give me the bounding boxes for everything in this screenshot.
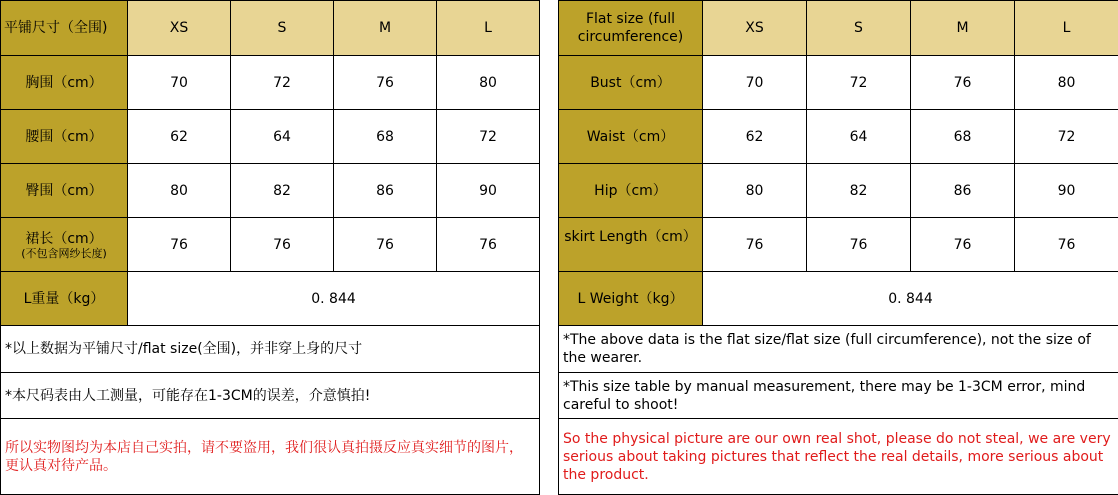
row-label-bust: Bust（cm）	[559, 56, 703, 110]
header-row	[1, 1, 540, 56]
table-row	[1, 164, 540, 218]
table-cell: 68	[334, 110, 437, 164]
table-cell: 90	[437, 164, 540, 218]
note-row	[1, 373, 540, 419]
size-header-m: M	[911, 1, 1015, 56]
table-row	[559, 164, 1118, 218]
note-row	[1, 326, 540, 373]
table-cell: 76	[231, 218, 334, 272]
table-cell: 64	[231, 110, 334, 164]
table-row	[1, 218, 540, 272]
size-table-chinese	[0, 0, 540, 495]
row-label-hip: Hip（cm）	[559, 164, 703, 218]
table-cell: 80	[703, 164, 807, 218]
size-header-s: S	[807, 1, 911, 56]
note-flat-size: *以上数据为平铺尺寸/flat size(全围)，并非穿上身的尺寸	[1, 326, 540, 373]
weight-value: 0. 844	[128, 272, 540, 326]
table-cell: 68	[911, 110, 1015, 164]
table-cell: 86	[334, 164, 437, 218]
row-label-subnote: (不包含网纱长度)	[21, 246, 107, 260]
table-cell: 70	[703, 56, 807, 110]
row-label-text: 裙长（cm）	[25, 230, 103, 247]
size-header-l: L	[1015, 1, 1118, 56]
weight-label: L Weight（kg）	[559, 272, 703, 326]
note-measurement-error: *This size table by manual measurement, there may be 1-3CM error, mind careful to shoot!	[559, 373, 1118, 419]
table-row	[559, 110, 1118, 164]
table-cell: 70	[128, 56, 231, 110]
weight-value: 0. 844	[703, 272, 1118, 326]
table-cell: 80	[1015, 56, 1118, 110]
note-row	[559, 373, 1118, 419]
table-cell: 90	[1015, 164, 1118, 218]
row-label-skirt-length: skirt Length（cm）	[559, 218, 703, 272]
table-cell: 80	[437, 56, 540, 110]
row-label-waist: Waist（cm）	[559, 110, 703, 164]
corner-label: Flat size (full circumference)	[559, 1, 703, 56]
table-cell: 62	[703, 110, 807, 164]
note-row	[1, 419, 540, 495]
table-row	[1, 110, 540, 164]
table-row	[559, 218, 1118, 272]
table-cell: 72	[437, 110, 540, 164]
table-cell: 76	[334, 56, 437, 110]
note-copyright: So the physical picture are our own real shot, please do not steal, we are very serious about taking pictures that reflect the real details, more serious about the product.	[559, 419, 1118, 495]
table-cell: 72	[231, 56, 334, 110]
table-cell: 76	[128, 218, 231, 272]
table-cell: 80	[128, 164, 231, 218]
table-row	[1, 56, 540, 110]
table-cell: 62	[128, 110, 231, 164]
corner-label: 平铺尺寸（全围)	[1, 1, 128, 56]
size-header-m: M	[334, 1, 437, 56]
note-copyright: 所以实物图均为本店自己实拍，请不要盗用，我们很认真拍摄反应真实细节的图片，更认真对待产品。	[1, 419, 540, 495]
row-label-skirt-length	[1, 218, 128, 272]
table-cell: 82	[231, 164, 334, 218]
header-row	[559, 1, 1118, 56]
table-cell: 76	[437, 218, 540, 272]
size-header-xs: XS	[128, 1, 231, 56]
table-row	[559, 56, 1118, 110]
table-cell: 76	[703, 218, 807, 272]
size-header-xs: XS	[703, 1, 807, 56]
table-cell: 76	[911, 218, 1015, 272]
table-cell: 76	[807, 218, 911, 272]
size-table-english	[558, 0, 1118, 495]
row-label-waist: 腰围（cm）	[1, 110, 128, 164]
weight-row	[1, 272, 540, 326]
note-measurement-error: *本尺码表由人工测量，可能存在1-3CM的误差，介意慎拍!	[1, 373, 540, 419]
row-label-hip: 臀围（cm）	[1, 164, 128, 218]
row-label-bust: 胸围（cm）	[1, 56, 128, 110]
table-cell: 76	[334, 218, 437, 272]
weight-label: L重量（kg）	[1, 272, 128, 326]
note-row	[559, 326, 1118, 373]
size-header-s: S	[231, 1, 334, 56]
table-cell: 72	[807, 56, 911, 110]
table-cell: 76	[1015, 218, 1118, 272]
weight-row	[559, 272, 1118, 326]
note-flat-size: *The above data is the flat size/flat size (full circumference), not the size of the wearer.	[559, 326, 1118, 373]
table-cell: 72	[1015, 110, 1118, 164]
size-header-l: L	[437, 1, 540, 56]
table-cell: 64	[807, 110, 911, 164]
table-cell: 76	[911, 56, 1015, 110]
table-cell: 86	[911, 164, 1015, 218]
note-row	[559, 419, 1118, 495]
table-cell: 82	[807, 164, 911, 218]
